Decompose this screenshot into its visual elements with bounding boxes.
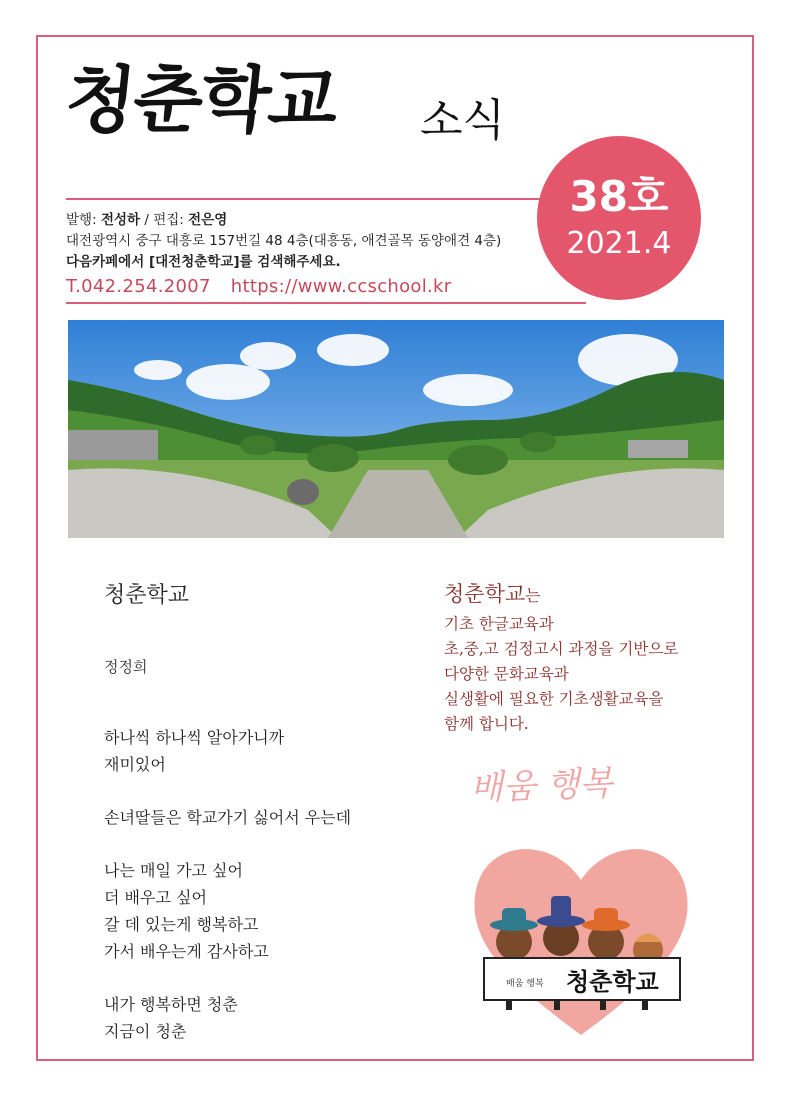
issue-date: 2021.4 — [566, 226, 672, 261]
header-rule-bottom — [66, 302, 586, 304]
intro-line: 다양한 문화교육과 — [444, 665, 569, 683]
poem-author: 정정희 — [104, 658, 148, 676]
intro-line: 기초 한글교육과 — [444, 615, 554, 633]
poem-stanza — [104, 857, 351, 965]
banner-school-name: 청춘학교 — [566, 967, 659, 996]
editor-label: / 편집: — [144, 212, 184, 228]
publisher-name: 전성하 — [100, 212, 141, 228]
issue-number: 38호 — [569, 172, 669, 221]
intro-school-name: 청춘학교 — [444, 582, 526, 606]
intro-lines — [444, 612, 678, 737]
publisher-label: 발행: — [66, 212, 97, 228]
intro-line: 실생활에 필요한 기초생활교육을 — [444, 690, 664, 708]
poem-line: 나는 매일 가고 싶어 — [104, 861, 243, 880]
publication-info — [66, 210, 501, 273]
poem-line: 지금이 청춘 — [104, 1022, 187, 1041]
website-link[interactable]: https://www.ccschool.kr — [230, 276, 452, 297]
phone-number: T.042.254.2007 — [66, 276, 211, 297]
school-intro — [444, 578, 678, 737]
issue-badge — [537, 136, 701, 300]
address: 대전광역시 중구 대흥로 157번길 48 4층(대흥동, 애견골목 동양애견 4층) — [66, 233, 502, 249]
newsletter-subtitle: 소식 — [420, 95, 506, 146]
poem-line: 하나씩 하나씩 알아가니까 — [104, 728, 285, 747]
publisher-line — [66, 210, 501, 231]
contact-line — [66, 276, 465, 297]
poem-stanza — [104, 804, 351, 831]
intro-line: 함께 합니다. — [444, 715, 529, 733]
banner-small-text: 배움 행복 — [506, 979, 544, 989]
editor-name: 전은영 — [188, 212, 228, 228]
poem-line: 재미있어 — [104, 755, 166, 774]
intro-particle: 는 — [525, 586, 541, 605]
poem-line: 손녀딸들은 학교가기 싫어서 우는데 — [104, 808, 352, 827]
poem-title: 청춘학교 — [104, 583, 190, 608]
poem-line: 가서 배우는게 감사하고 — [104, 942, 269, 961]
poem-body — [104, 724, 351, 1071]
poem-line: 내가 행복하면 청춘 — [104, 995, 238, 1014]
garden-panorama-photo — [68, 320, 724, 538]
header-rule-top — [66, 198, 586, 200]
heart-illustration — [466, 830, 696, 1042]
search-note: 다음카페에서 [대전청춘학교]를 검색해주세요. — [66, 254, 341, 270]
poem-stanza — [104, 991, 351, 1045]
slogan-calligraphy: 배움 행복 — [469, 763, 613, 809]
poem-line: 더 배우고 싶어 — [104, 888, 207, 907]
newsletter-title: 청춘학교 — [61, 57, 341, 142]
poem-stanza — [104, 724, 351, 778]
intro-line: 초,중,고 검정고시 과정을 기반으로 — [444, 640, 679, 658]
intro-heading — [444, 578, 678, 608]
poem-line: 갈 데 있는게 행복하고 — [104, 915, 259, 934]
